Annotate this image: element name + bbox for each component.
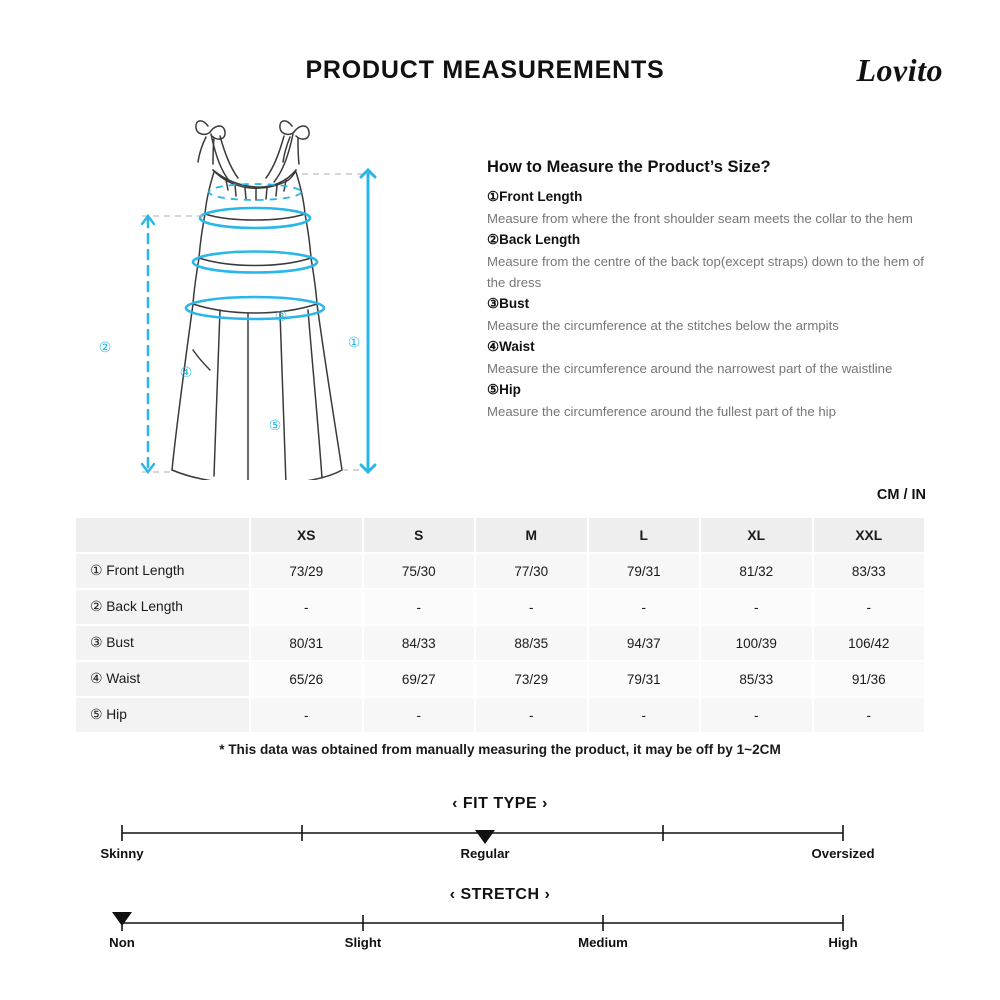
stretch-title: ‹ STRETCH › — [449, 886, 551, 903]
table-header-row — [75, 517, 925, 553]
cell-value: 75/30 — [363, 553, 476, 589]
table-col-m: M — [475, 517, 588, 553]
fit-label-oversized: Oversized — [811, 846, 875, 861]
table-col-s: S — [363, 517, 476, 553]
fit-label-regular: Regular — [460, 846, 510, 861]
table-col-xl: XL — [700, 517, 813, 553]
stretch-label-medium: Medium — [578, 935, 628, 950]
cell-value: - — [700, 697, 813, 733]
size-table — [74, 516, 926, 734]
fit-type-title: ‹ FIT TYPE › — [452, 795, 548, 812]
dress-illustration — [80, 110, 480, 480]
cell-value: 69/27 — [363, 661, 476, 697]
callout-2: ② — [98, 339, 112, 355]
measure-item-label: ⑤Hip — [487, 382, 521, 398]
callout-5: ⑤ — [268, 417, 282, 433]
how-to-measure-section — [487, 158, 927, 423]
callout-1: ① — [347, 334, 361, 350]
cell-value: - — [700, 589, 813, 625]
table-row — [75, 589, 925, 625]
row-label: ③ Bust — [75, 625, 250, 661]
cell-value: 91/36 — [813, 661, 926, 697]
measure-item-back-length — [487, 230, 927, 293]
cell-value: 84/33 — [363, 625, 476, 661]
measure-item-label: ③Bust — [487, 296, 530, 312]
stretch-label-non: Non — [109, 935, 135, 950]
measure-item-desc: Measure from where the front shoulder seam meets the collar to the hem — [487, 210, 913, 226]
cell-value: - — [813, 589, 926, 625]
measure-item-hip — [487, 380, 927, 422]
callout-3: ③ — [274, 308, 288, 324]
measure-item-label: ④Waist — [487, 339, 535, 355]
measure-item-label: ②Back Length — [487, 232, 581, 248]
how-to-measure-heading: How to Measure the Product’s Size? — [487, 158, 771, 176]
stretch-label-high: High — [828, 935, 858, 950]
row-label: ② Back Length — [75, 589, 250, 625]
table-row — [75, 553, 925, 589]
cell-value: - — [363, 697, 476, 733]
table-col-l: L — [588, 517, 701, 553]
cell-value: 106/42 — [813, 625, 926, 661]
measure-item-waist — [487, 337, 927, 379]
cell-value: 94/37 — [588, 625, 701, 661]
measure-item-label: ①Front Length — [487, 189, 583, 204]
row-label: ⑤ Hip — [75, 697, 250, 733]
table-row — [75, 625, 925, 661]
size-table-wrapper — [74, 516, 926, 734]
cell-value: - — [363, 589, 476, 625]
cell-value: - — [250, 589, 363, 625]
cell-value: 80/31 — [250, 625, 363, 661]
measure-item-bust — [487, 294, 927, 336]
measure-item-desc: Measure from the centre of the back top(except straps) down to the hem of the dress — [487, 253, 924, 291]
row-label: ④ Waist — [75, 661, 250, 697]
measure-item-desc: Measure the circumference around the fullest part of the hip — [487, 404, 836, 420]
measurement-note: * This data was obtained from manually measuring the product, it may be off by 1~2CM — [219, 742, 781, 757]
cell-value: 73/29 — [475, 661, 588, 697]
table-corner-cell — [75, 517, 250, 553]
size-table-head — [75, 517, 925, 553]
cell-value: 77/30 — [475, 553, 588, 589]
cell-value: 83/33 — [813, 553, 926, 589]
units-label: CM / IN — [876, 487, 926, 503]
table-col-xs: XS — [250, 517, 363, 553]
cell-value: - — [475, 697, 588, 733]
cell-value: 88/35 — [475, 625, 588, 661]
cell-value: 100/39 — [700, 625, 813, 661]
row-label: ① Front Length — [75, 553, 250, 589]
cell-value: - — [588, 589, 701, 625]
size-table-body — [75, 553, 925, 733]
cell-value: 81/32 — [700, 553, 813, 589]
stretch-label-slight: Slight — [344, 935, 382, 950]
measure-item-front-length — [487, 187, 927, 229]
table-row — [75, 697, 925, 733]
stretch-scale — [0, 910, 1000, 936]
cell-value: 65/26 — [250, 661, 363, 697]
page-header — [0, 52, 1000, 104]
cell-value: 79/31 — [588, 553, 701, 589]
page-title: PRODUCT MEASUREMENTS — [305, 56, 665, 84]
table-col-xxl: XXL — [813, 517, 926, 553]
cell-value: - — [588, 697, 701, 733]
fit-type-scale — [0, 820, 1000, 846]
cell-value: - — [813, 697, 926, 733]
cell-value: 79/31 — [588, 661, 701, 697]
table-row — [75, 661, 925, 697]
cell-value: 73/29 — [250, 553, 363, 589]
measure-item-desc: Measure the circumference at the stitches below the armpits — [487, 318, 839, 334]
cell-value: 85/33 — [700, 661, 813, 697]
fit-label-skinny: Skinny — [100, 846, 144, 861]
cell-value: - — [475, 589, 588, 625]
callout-4: ④ — [179, 364, 193, 380]
brand-logo: Lovito — [856, 52, 943, 88]
measure-item-desc: Measure the circumference around the narrowest part of the waistline — [487, 361, 893, 377]
cell-value: - — [250, 697, 363, 733]
